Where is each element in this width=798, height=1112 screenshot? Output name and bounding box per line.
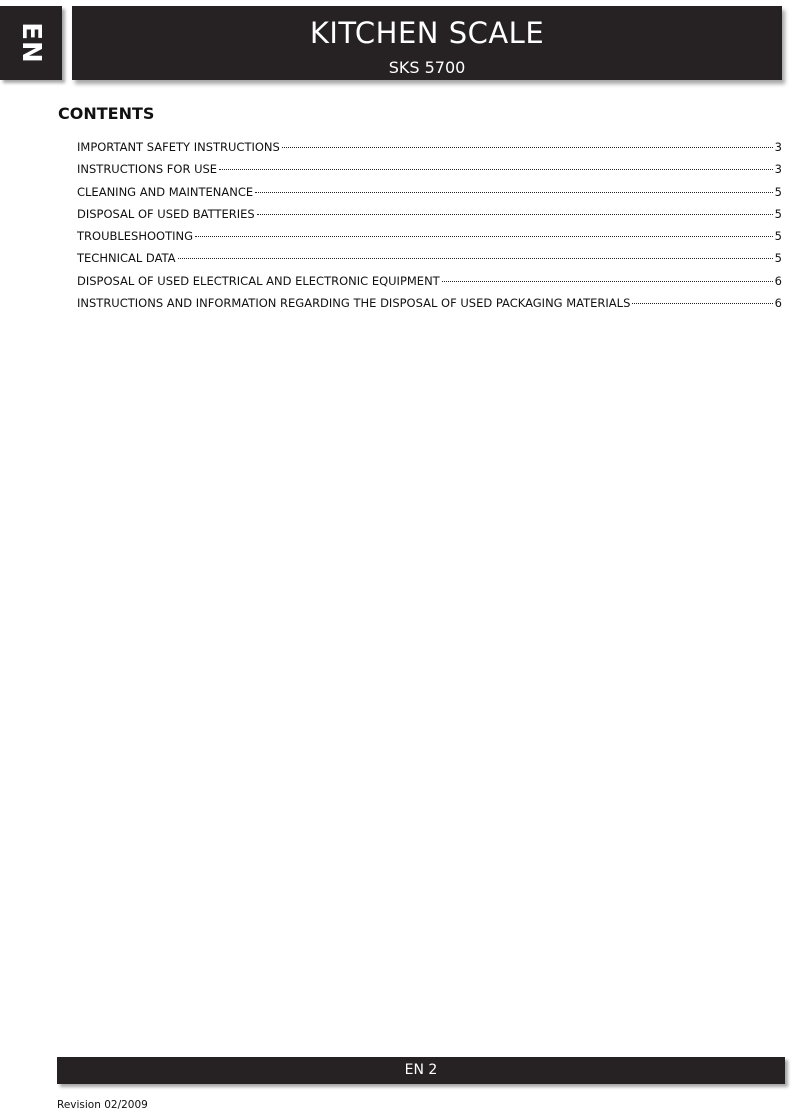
toc-item-instructions-for-use[interactable] (77, 158, 782, 180)
toc-dot-leader (442, 281, 773, 282)
toc-item-label: IMPORTANT SAFETY INSTRUCTIONS (77, 140, 280, 154)
language-tab-label: EN (16, 22, 46, 64)
language-tab (0, 6, 62, 80)
toc-item-page: 5 (774, 229, 782, 244)
toc-item-label: INSTRUCTIONS AND INFORMATION REGARDING THE DISPOSAL OF USED PACKAGING MATERIALS (77, 296, 631, 311)
contents-heading: CONTENTS (58, 104, 155, 123)
toc-item-label: CLEANING AND MAINTENANCE (77, 184, 254, 199)
toc-item-label: TROUBLESHOOTING (77, 229, 194, 244)
toc-dot-leader (257, 214, 773, 215)
toc-dot-leader (282, 147, 773, 148)
toc-item-cleaning-and-maintenance[interactable] (77, 181, 782, 203)
toc-item-disposal-of-electrical-equipment[interactable] (77, 270, 782, 292)
footer-page-bar (57, 1057, 785, 1084)
toc-item-technical-data[interactable] (77, 247, 782, 269)
header-bar (72, 6, 782, 80)
toc-dot-leader (219, 169, 773, 170)
toc-item-page: 6 (774, 273, 782, 288)
toc-item-label: TECHNICAL DATA (77, 251, 176, 266)
toc-item-page: 5 (774, 206, 782, 221)
revision-note: Revision 02/2009 (57, 1099, 148, 1111)
toc-dot-leader (195, 236, 773, 237)
toc-item-page: 3 (774, 162, 782, 177)
page-number: EN 2 (404, 1062, 438, 1078)
toc-dot-leader (632, 303, 772, 304)
toc-item-label: DISPOSAL OF USED BATTERIES (77, 206, 255, 221)
document-title: KITCHEN SCALE (309, 16, 545, 50)
toc-item-disposal-of-used-batteries[interactable] (77, 203, 782, 225)
toc-item-page: 5 (774, 184, 782, 199)
toc-item-disposal-of-packaging-materials[interactable] (77, 292, 782, 314)
toc-item-page: 6 (774, 296, 782, 311)
toc-dot-leader (178, 258, 773, 259)
toc-item-important-safety-instructions[interactable] (77, 136, 782, 158)
toc-item-page: 3 (774, 140, 782, 154)
table-of-contents (77, 136, 782, 314)
toc-item-page: 5 (774, 251, 782, 266)
toc-item-label: INSTRUCTIONS FOR USE (77, 162, 218, 177)
toc-dot-leader (255, 192, 773, 193)
toc-item-label: DISPOSAL OF USED ELECTRICAL AND ELECTRONIC EQUIPMENT (77, 273, 440, 288)
model-number: SKS 5700 (388, 58, 466, 77)
toc-item-troubleshooting[interactable] (77, 225, 782, 247)
